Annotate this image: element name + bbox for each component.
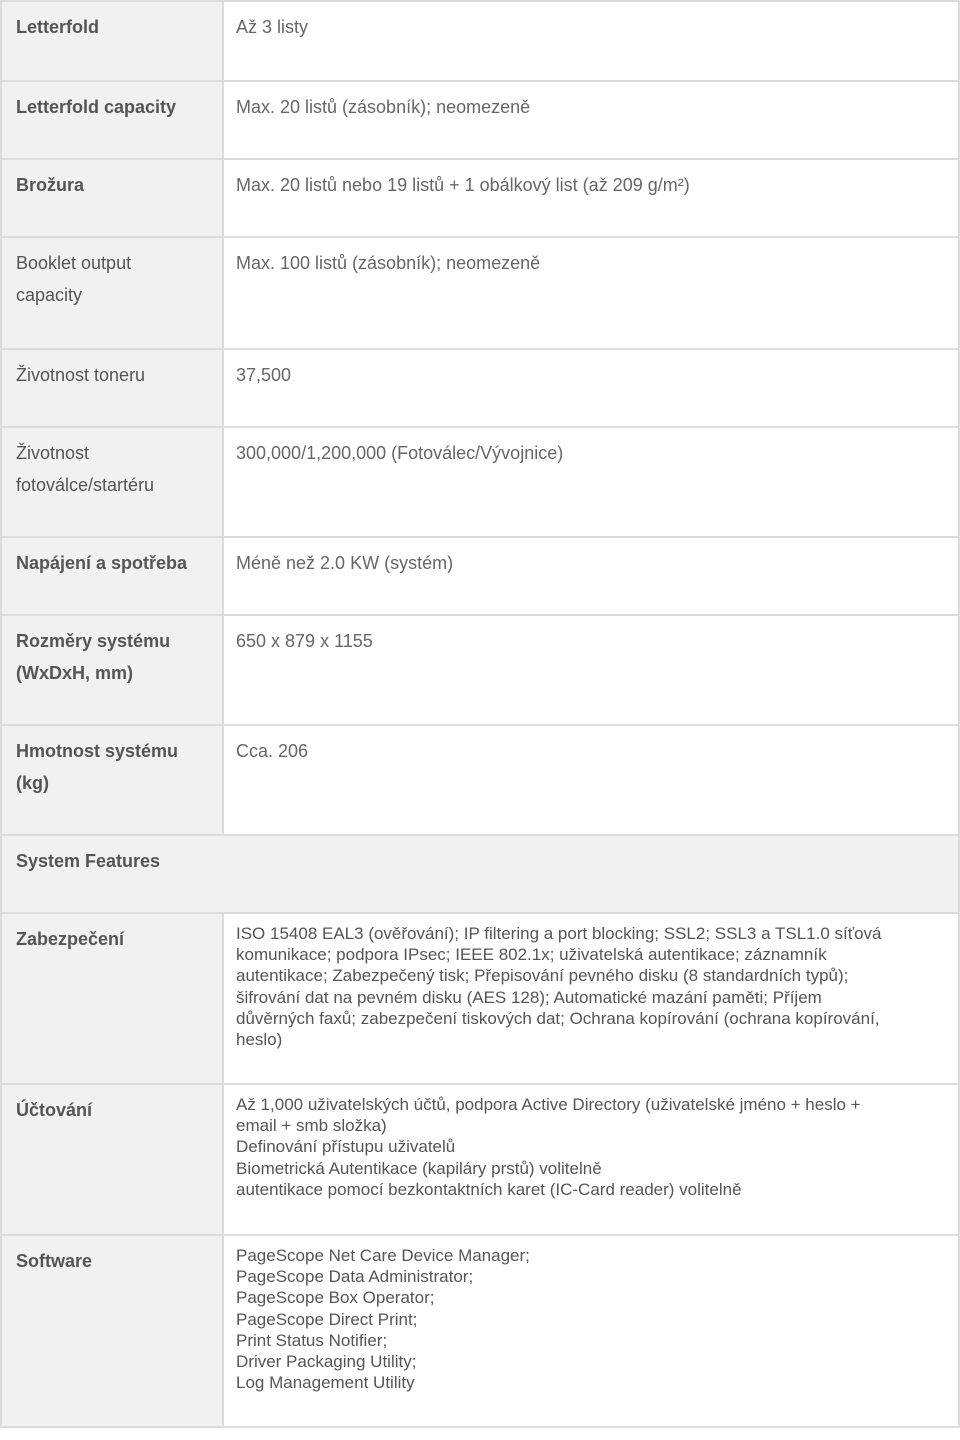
spec-label-cell	[1, 537, 223, 615]
feature-value	[224, 1236, 958, 1393]
feature-line: Definování přístupu uživatelů	[236, 1137, 456, 1157]
spec-value: 37,500	[236, 365, 292, 385]
feature-line: Biometrická Autentikace (kapiláry prstů) volitelně	[236, 1158, 602, 1178]
spec-value: 650 x 879 x 1155	[236, 631, 373, 651]
spec-value-cell	[223, 159, 959, 237]
feature-label-cell	[1, 913, 223, 1084]
spec-value-cell	[223, 725, 959, 835]
spec-label-cell	[1, 237, 223, 349]
spec-value: 300,000/1,200,000 (Fotoválec/Vývojnice)	[236, 443, 564, 463]
feature-line: PageScope Net Care Device Manager;	[236, 1246, 530, 1265]
section-header-row	[1, 835, 959, 913]
spec-value-cell	[223, 237, 959, 349]
feature-label-cell	[1, 1235, 223, 1427]
spec-value: Max. 20 listů (zásobník); neomezeně	[236, 97, 531, 117]
spec-value: Až 3 listy	[236, 17, 309, 37]
spec-label-cell	[1, 1, 223, 81]
feature-value-cell	[223, 1084, 959, 1235]
spec-label: Brožura	[16, 175, 85, 195]
feature-row	[1, 1235, 959, 1427]
spec-label-cell	[1, 427, 223, 537]
spec-label: Letterfold capacity	[16, 97, 177, 117]
spec-value-cell	[223, 81, 959, 159]
spec-label: Rozměry systému (WxDxH, mm)	[16, 631, 171, 683]
spec-value-cell	[223, 427, 959, 537]
spec-value: Méně než 2.0 KW (systém)	[236, 553, 454, 573]
spec-value: Cca. 206	[236, 741, 309, 761]
spec-label-cell	[1, 81, 223, 159]
spec-value-cell	[223, 615, 959, 725]
feature-label-cell	[1, 1084, 223, 1235]
spec-value-cell	[223, 349, 959, 427]
spec-row	[1, 349, 959, 427]
feature-value	[224, 1085, 958, 1200]
spec-label: Napájení a spotřeba	[16, 553, 188, 573]
spec-row	[1, 615, 959, 725]
spec-row	[1, 159, 959, 237]
spec-row	[1, 237, 959, 349]
feature-line: PageScope Box Operator;	[236, 1288, 435, 1308]
spec-row	[1, 1, 959, 81]
feature-line: heslo)	[236, 1030, 283, 1050]
feature-line: autentikace; Zabezpečený tisk; Přepisování pevného disku (8 standardních typů);	[236, 966, 849, 986]
spec-label: Booklet output capacity	[16, 253, 132, 305]
spec-row	[1, 427, 959, 537]
feature-line: Až 1,000 uživatelských účtů, podpora Active Directory (uživatelské jméno + heslo +	[236, 1095, 861, 1114]
feature-value	[224, 914, 958, 1050]
feature-label: Zabezpečení	[16, 929, 125, 949]
spec-label: Životnost toneru	[16, 365, 146, 385]
feature-line: email + smb složka)	[236, 1116, 387, 1136]
feature-value-cell	[223, 913, 959, 1084]
feature-line: PageScope Direct Print;	[236, 1309, 418, 1329]
spec-value-cell	[223, 537, 959, 615]
feature-line: Driver Packaging Utility;	[236, 1352, 417, 1372]
spec-label-cell	[1, 349, 223, 427]
feature-label: Účtování	[16, 1100, 93, 1120]
feature-value-cell	[223, 1235, 959, 1427]
spec-value-cell	[223, 1, 959, 81]
feature-line: Log Management Utility	[236, 1373, 415, 1393]
spec-label: Hmotnost systému (kg)	[16, 741, 179, 793]
spec-value: Max. 100 listů (zásobník); neomezeně	[236, 253, 541, 273]
spec-label: Životnost fotoválce/startéru	[16, 443, 155, 495]
section-header-cell	[1, 835, 959, 913]
feature-line: PageScope Data Administrator;	[236, 1267, 474, 1287]
feature-label: Software	[16, 1251, 93, 1271]
spec-value: Max. 20 listů nebo 19 listů + 1 obálkový list (až 209 g/m²)	[236, 175, 690, 195]
feature-row	[1, 1084, 959, 1235]
spec-row	[1, 81, 959, 159]
feature-line: autentikace pomocí bezkontaktních karet (IC-Card reader) volitelně	[236, 1179, 742, 1199]
feature-line: důvěrných faxů; zabezpečení tiskových dat; Ochrana kopírování (ochrana kopírování,	[236, 1008, 880, 1028]
spec-label: Letterfold	[16, 17, 99, 37]
spec-label-cell	[1, 615, 223, 725]
spec-label-cell	[1, 159, 223, 237]
feature-row	[1, 913, 959, 1084]
feature-line: ISO 15408 EAL3 (ověřování); IP filtering a port blocking; SSL2; SSL3 a TSL1.0 síťová	[236, 924, 882, 943]
feature-line: šifrování dat na pevném disku (AES 128); Automatické mazání paměti; Příjem	[236, 987, 822, 1007]
spec-row	[1, 725, 959, 835]
feature-line: komunikace; podpora IPsec; IEEE 802.1x; uživatelská autentikace; záznamník	[236, 945, 827, 965]
feature-line: Print Status Notifier;	[236, 1330, 388, 1350]
section-title: System Features	[16, 851, 161, 871]
spec-label-cell	[1, 725, 223, 835]
spec-row	[1, 537, 959, 615]
